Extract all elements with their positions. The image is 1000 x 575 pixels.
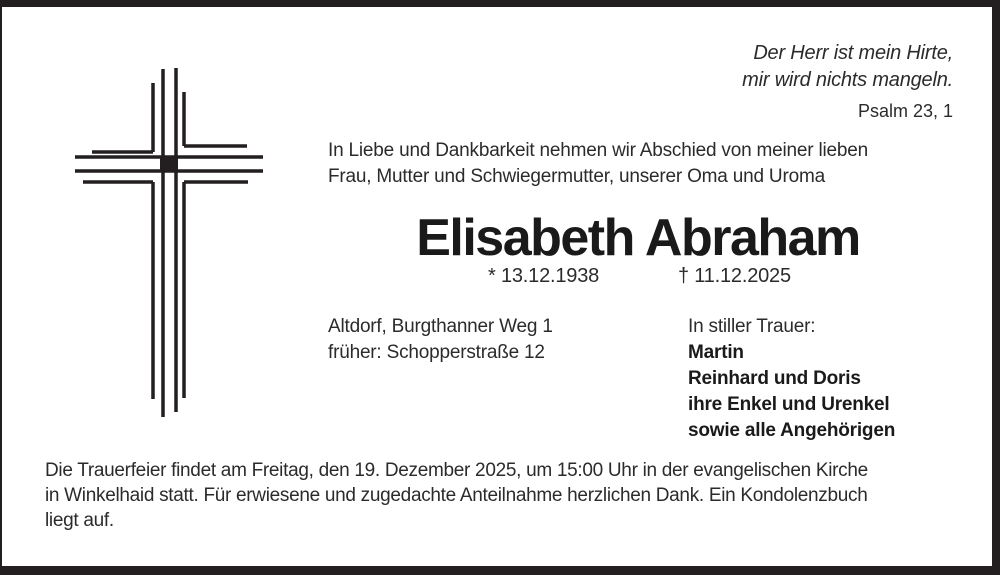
mourner-name: sowie alle Angehörigen [688, 420, 896, 441]
funeral-line: liegt auf. [45, 510, 114, 531]
funeral-line: Die Trauerfeier findet am Freitag, den 19. Dezember 2025, um 15:00 Uhr in der evangelischen Kirche [45, 460, 868, 481]
birth-date: * 13.12.1938 [488, 265, 600, 287]
christian-cross-icon [70, 60, 270, 420]
mourner-name: ihre Enkel und Urenkel [688, 394, 890, 415]
psalm-quote [742, 40, 953, 123]
residence-line: früher: Schopperstraße 12 [328, 342, 545, 363]
psalm-quote-line: mir wird nichts mangeln. [742, 69, 953, 91]
psalm-reference: Psalm 23, 1 [857, 101, 953, 121]
introduction-line: Frau, Mutter und Schwiegermutter, unserer Oma und Uroma [328, 166, 825, 187]
funeral-line: in Winkelhaid statt. Für erwiesene und zugedachte Anteilnahme herzlichen Dank. Ein Kondolenzbuch [45, 485, 868, 506]
death-date: † 11.12.2025 [678, 265, 791, 287]
funeral-information [45, 458, 868, 533]
mourner-name: Reinhard und Doris [688, 368, 861, 389]
frame-right-border [992, 0, 1000, 575]
introduction-text [328, 138, 868, 190]
psalm-quote-line: Der Herr ist mein Hirte, [753, 42, 953, 64]
mourners-heading: In stiller Trauer: [688, 316, 816, 337]
residence-line: Altdorf, Burgthanner Weg 1 [328, 316, 553, 337]
mourner-name: Martin [688, 342, 744, 363]
deceased-name: Elisabeth Abraham [416, 209, 860, 267]
mourners-block [688, 314, 895, 444]
frame-bottom-border [0, 566, 1000, 575]
frame-left-border [0, 0, 2, 575]
residence-address [328, 314, 553, 366]
introduction-line: In Liebe und Dankbarkeit nehmen wir Abschied von meiner lieben [328, 140, 868, 161]
frame-top-border [0, 0, 1000, 7]
